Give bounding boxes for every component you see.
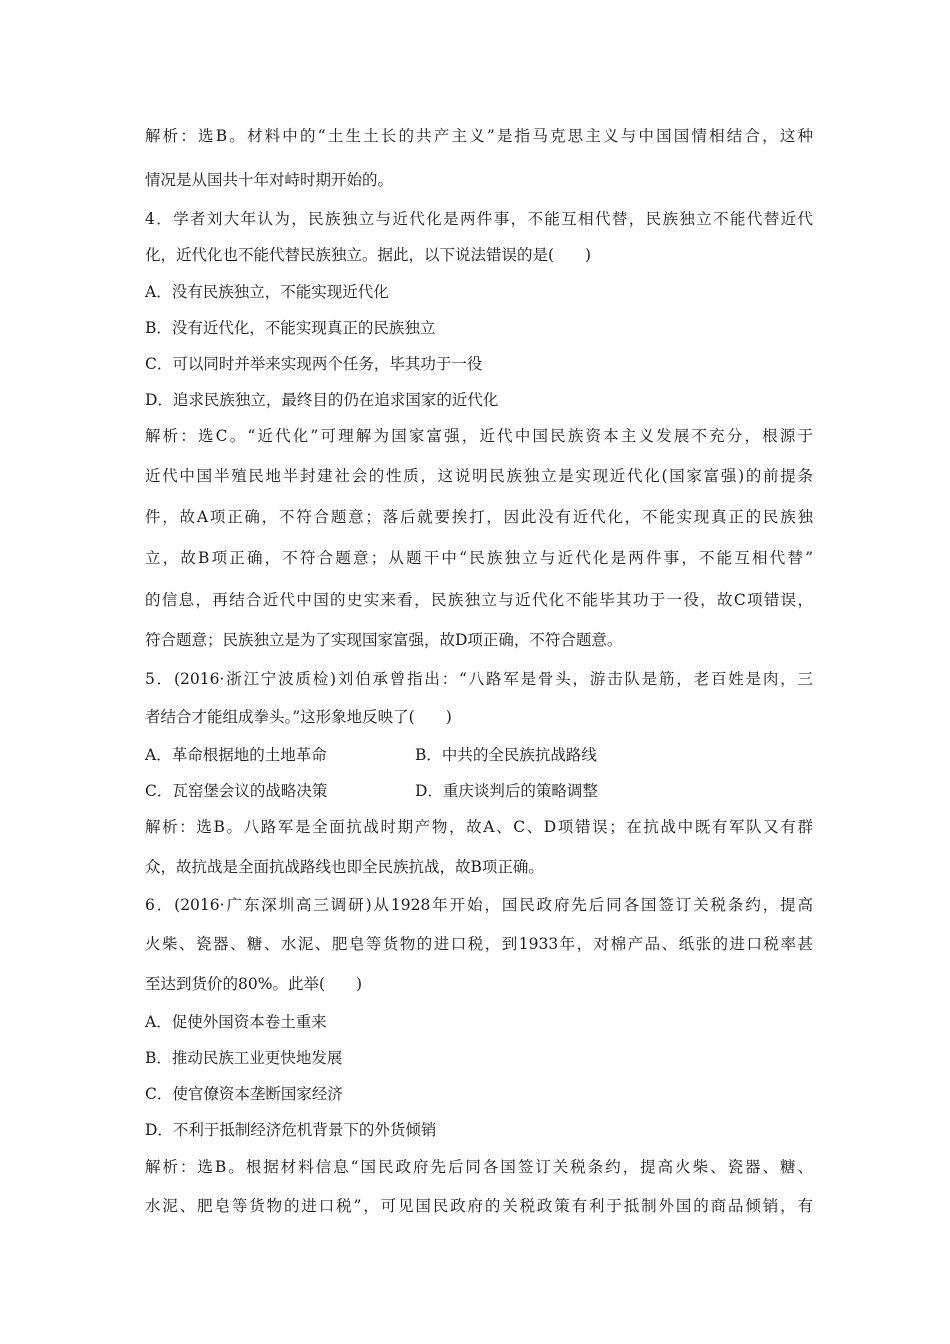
question-5-option-d: D．重庆谈判后的策略调整 — [415, 782, 598, 800]
analysis-5-line-1: 解析：选B。八路军是全面抗战时期产物，故A、C、D项错误；在抗战中既有军队又有群 — [145, 818, 813, 836]
question-6-option-d: D．不利于抵制经济危机背景下的外货倾销 — [145, 1121, 437, 1139]
analysis-3-line-1: 解析：选B。材料中的“土生土长的共产主义”是指马克思主义与中国国情相结合，这种 — [145, 127, 813, 145]
question-6-stem-line-3: 至达到货价的80%。此举( ) — [145, 975, 363, 993]
question-4-option-b: B．没有近代化，不能实现真正的民族独立 — [145, 319, 436, 337]
question-6-stem-line-2: 火柴、瓷器、糖、水泥、肥皂等货物的进口税，到1933年，对棉产品、纸张的进口税率甚 — [145, 935, 813, 953]
analysis-4-line-6: 符合题意；民族独立是为了实现国家富强，故D项正确，不符合题意。 — [145, 631, 623, 649]
question-6-option-c: C．使官僚资本垄断国家经济 — [145, 1085, 343, 1103]
analysis-4-line-2: 近代中国半殖民地半封建社会的性质，这说明民族独立是实现近代化(国家富强)的前提条 — [145, 467, 813, 485]
question-6-option-b: B．推动民族工业更快地发展 — [145, 1049, 343, 1067]
question-4-option-c: C．可以同时并举来实现两个任务，毕其功于一役 — [145, 355, 483, 373]
question-5-option-a: A．革命根据地的土地革命 — [145, 746, 327, 764]
question-5-option-b: B．中共的全民族抗战路线 — [415, 746, 597, 764]
question-4-option-d: D．追求民族独立，最终目的仍在追求国家的近代化 — [145, 391, 499, 409]
question-5-stem-line-2: 者结合才能组成拳头。”这形象地反映了( ) — [145, 708, 452, 726]
question-4-stem-line-1: 4．学者刘大年认为，民族独立与近代化是两件事，不能互相代替，民族独立不能代替近代 — [145, 210, 813, 228]
analysis-4-line-5: 的信息，再结合近代中国的史实来看，民族独立与近代化不能毕其功于一役，故C项错误， — [145, 591, 813, 609]
question-4-stem-line-2: 化，近代化也不能代替民族独立。据此，以下说法错误的是( ) — [145, 246, 592, 264]
question-4-option-a: A．没有民族独立，不能实现近代化 — [145, 283, 389, 301]
analysis-6-line-2: 水泥、肥皂等货物的进口税”，可见国民政府的关税政策有利于抵制外国的商品倾销，有 — [145, 1197, 813, 1215]
question-5-option-c: C．瓦窑堡会议的战略决策 — [145, 782, 328, 800]
question-6-option-a: A．促使外国资本卷土重来 — [145, 1013, 327, 1031]
analysis-6-line-1: 解析：选B。根据材料信息“国民政府先后同各国签订关税条约，提高火柴、瓷器、糖、 — [145, 1158, 813, 1176]
analysis-4-line-1: 解析：选C。“近代化”可理解为国家富强，近代中国民族资本主义发展不充分，根源于 — [145, 427, 813, 445]
question-5-stem-line-1: 5．(2016·浙江宁波质检)刘伯承曾指出：“八路军是骨头，游击队是筋，老百姓是肉，三 — [145, 670, 813, 688]
analysis-4-line-4: 立，故B项正确，不符合题意；从题干中“民族独立与近代化是两件事，不能互相代替” — [145, 549, 813, 567]
question-6-stem-line-1: 6．(2016·广东深圳高三调研)从1928年开始，国民政府先后同各国签订关税条约，提高 — [145, 896, 813, 914]
analysis-4-line-3: 件，故A项正确，不符合题意；落后就要挨打，因此没有近代化，不能实现真正的民族独 — [145, 508, 813, 526]
analysis-5-line-2: 众，故抗战是全面抗战路线也即全民族抗战，故B项正确。 — [145, 858, 544, 876]
analysis-3-line-2: 情况是从国共十年对峙时期开始的。 — [145, 171, 394, 189]
